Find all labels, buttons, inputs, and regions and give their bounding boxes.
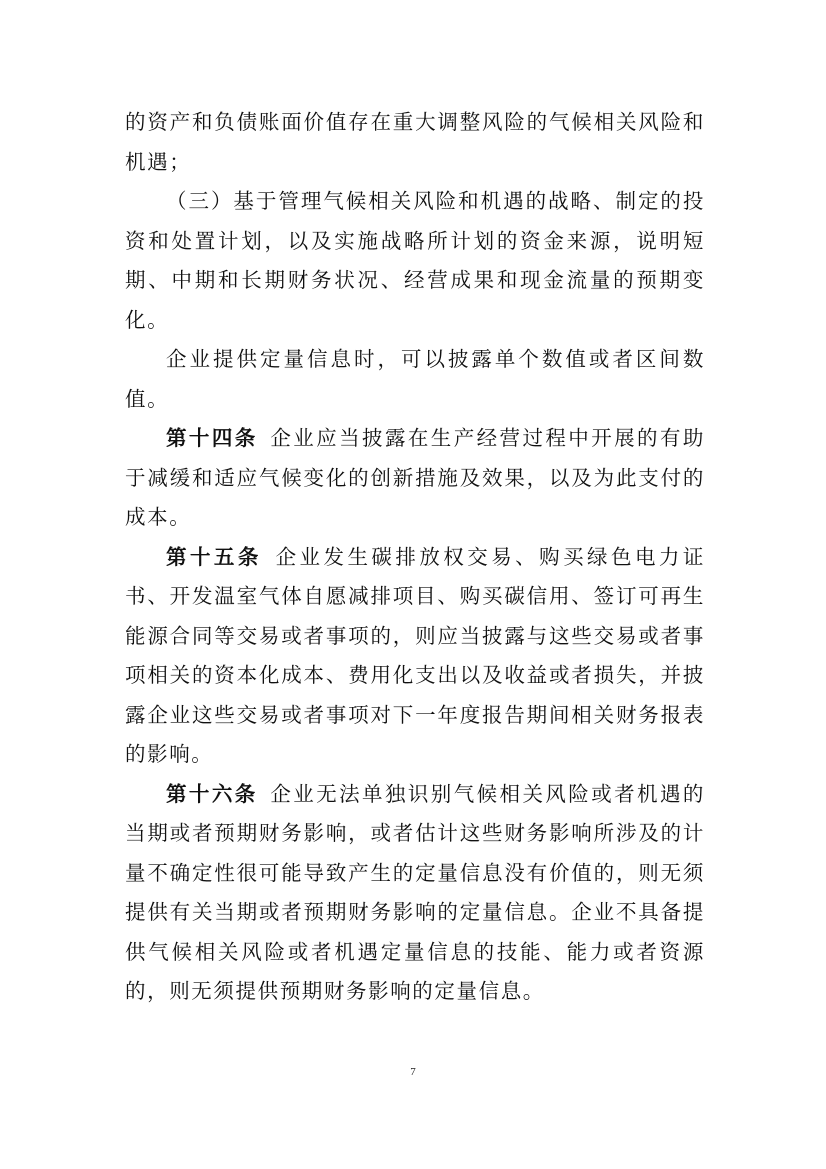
article-14 — [125, 419, 705, 538]
article-16 — [125, 775, 705, 1012]
article-heading: 第十五条 — [166, 544, 262, 569]
document-body — [125, 103, 705, 1012]
article-heading: 第十六条 — [166, 781, 258, 806]
article-heading: 第十四条 — [166, 426, 258, 450]
paragraph-quantitative-info — [125, 340, 705, 419]
paragraph-text: 企业提供定量信息时，可以披露单个数值或者区间数值。 — [125, 347, 705, 411]
article-text: 企业发生碳排放权交易、购买绿色电力证书、开发温室气体自愿减排项目、购买碳信用、签订可再生能源合同等交易或者事项的，则应当披露与这些交易或者事项相关的资本化成本、费用化支出以及收益或者损失，并披露企业这些交易或者事项对下一年度报告期间相关财务报表的影响。 — [125, 544, 705, 766]
page-number: 7 — [410, 1066, 416, 1078]
paragraph-item-three — [125, 182, 705, 340]
article-text: 企业应当披露在生产经营过程中开展的有助于减缓和适应气候变化的创新措施及效果，以及为此支付的成本。 — [125, 426, 705, 529]
paragraph-continuation — [125, 103, 705, 182]
article-text: 企业无法单独识别气候相关风险或者机遇的当期或者预期财务影响，或者估计这些财务影响所涉及的计量不确定性很可能导致产生的定量信息没有价值的，则无须提供有关当期或者预期财务影响的定量信息。企业不具备提供气候相关风险或者机遇定量信息的技能、能力或者资源的，则无须提供预期财务影响的定量信息。 — [125, 781, 705, 1003]
paragraph-text: 的资产和负债账面价值存在重大调整风险的气候相关风险和机遇； — [125, 110, 705, 174]
article-15 — [125, 538, 705, 775]
paragraph-text: （三）基于管理气候相关风险和机遇的战略、制定的投资和处置计划，以及实施战略所计划的资金来源，说明短期、中期和长期财务状况、经营成果和现金流量的预期变化。 — [125, 189, 705, 332]
